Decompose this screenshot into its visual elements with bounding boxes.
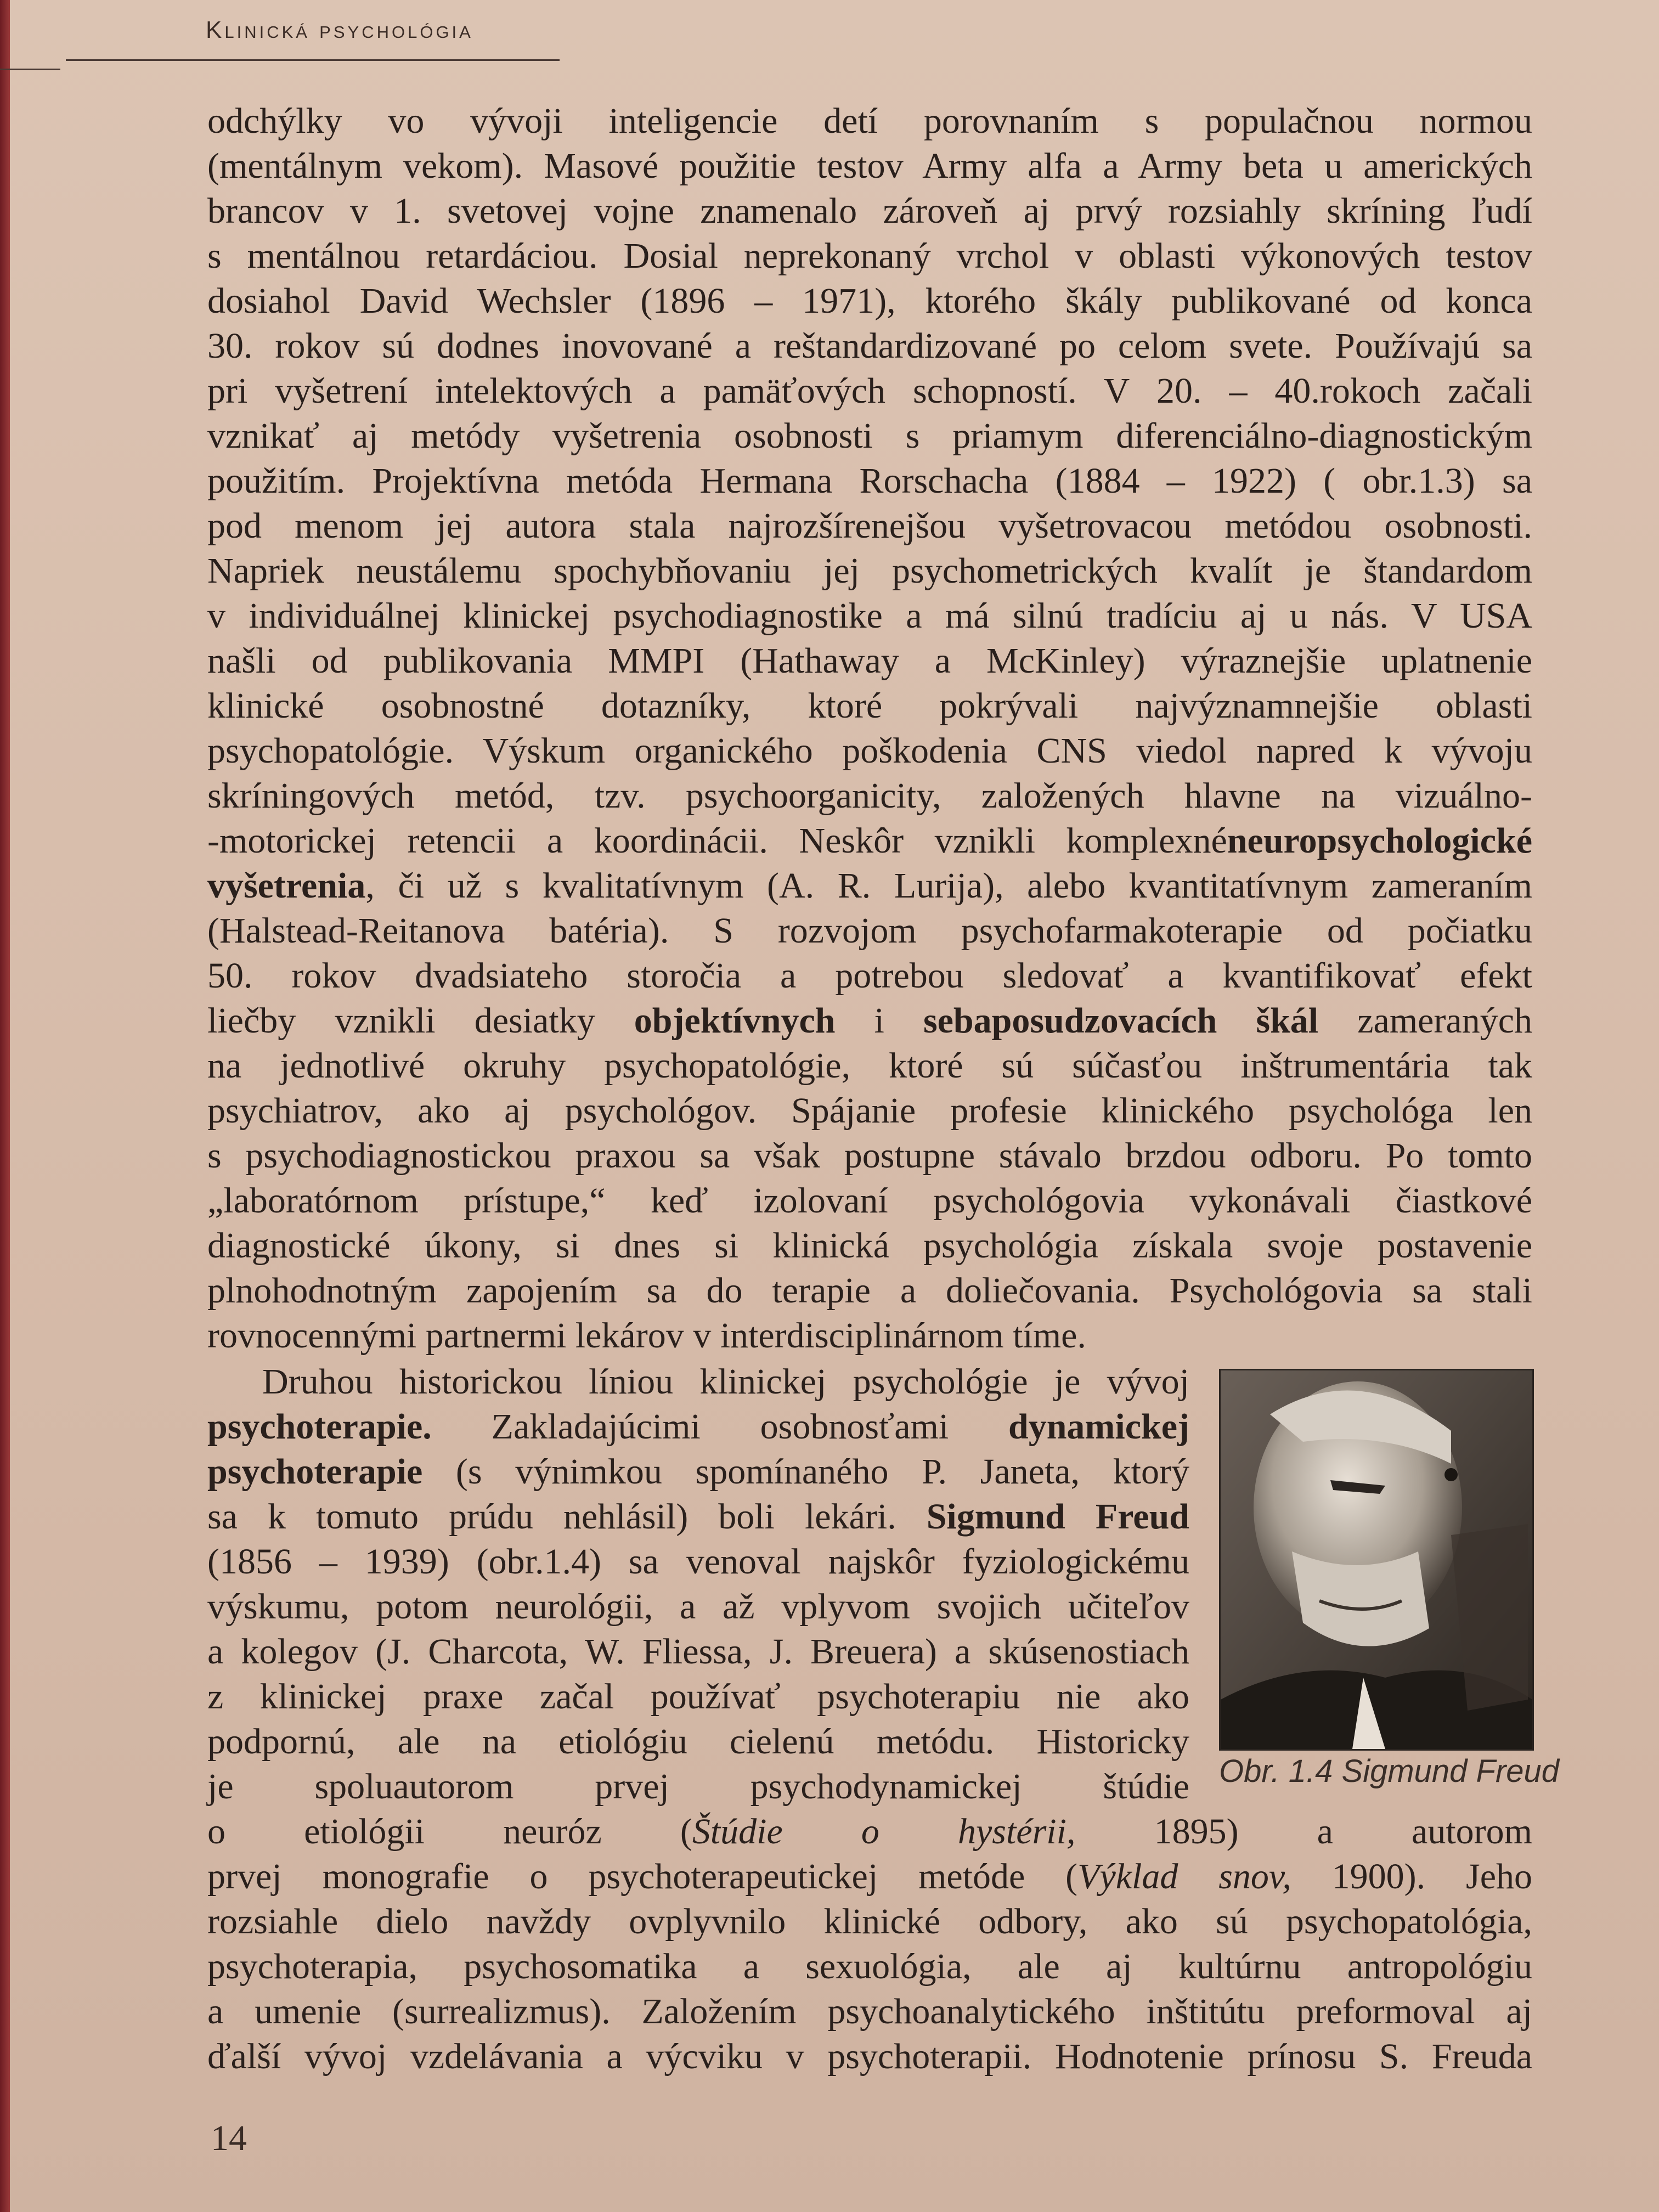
text-run: liečby vznikli desiatky (207, 1001, 634, 1041)
text-line (207, 998, 1532, 1043)
text-line (207, 1809, 1532, 1854)
bold-term: objektívnych (634, 1001, 836, 1041)
paragraph-2-continued (207, 1809, 1532, 2079)
text-line: je spoluautorom prvej psychodynamickej štúdie (207, 1767, 1189, 1807)
text-run: Zakladajúcimi osobnosťami (431, 1407, 1008, 1447)
bold-term: Sigmund Freud (926, 1497, 1189, 1537)
text-line: a umenie (surrealizmus). Založením psychoanalytického inštitútu preformoval aj (207, 1991, 1532, 2032)
text-line: psychopatológie. Výskum organického poškodenia CNS viedol napred k vývoju (207, 731, 1532, 771)
text-line: pod menom jej autora stala najrozšírenejšou vyšetrovacou metódou osobnosti. (207, 506, 1532, 546)
figure-caption: Obr. 1.4 Sigmund Freud (1219, 1753, 1560, 1789)
bold-term: dynamickej (1008, 1407, 1189, 1447)
text-line: našli od publikovania MMPI (Hathaway a McKinley) výraznejšie uplatnenie (207, 641, 1532, 681)
bold-term: psychoterapie. (207, 1407, 432, 1447)
bold-term: psychoterapie (207, 1452, 423, 1492)
text-line: výskumu, potom neurológii, a až vplyvom svojich učiteľov (207, 1587, 1189, 1627)
text-run: zameraných (1318, 1001, 1533, 1041)
text-line: s mentálnou retardáciou. Dosial neprekonaný vrchol v oblasti výkonových testov (207, 236, 1532, 276)
text-run: i (835, 1001, 923, 1041)
text-line: (mentálnym vekom). Masové použitie testov Army alfa a Army beta u amerických (207, 146, 1532, 186)
paragraph-2 (207, 1359, 1189, 1809)
running-head: Klinická psychológia (206, 16, 473, 43)
text-line: (1856 – 1939) (obr.1.4) sa venoval najskôr fyziologickému (207, 1542, 1189, 1582)
text-line: pri vyšetrení intelektových a pamäťových schopností. V 20. – 40.rokoch začali (207, 371, 1532, 411)
text-line (207, 819, 1532, 864)
text-line: psychoterapia, psychosomatika a sexuológia, ale aj kultúrnu antropológiu (207, 1946, 1532, 1987)
text-line: ďalší vývoj vzdelávania a výcviku v psychoterapii. Hodnotenie prínosu S. Freuda (207, 2036, 1532, 2076)
text-line: „laboratórnom prístupe,“ keď izolovaní psychológovia vykonávali čiastkové (207, 1181, 1532, 1221)
text-run: sa k tomuto prúdu nehlásil) boli lekári. (207, 1497, 927, 1537)
text-run: o etiológii neuróz ( (207, 1812, 692, 1852)
text-line: podpornú, ale na etiológiu cielenú metódu. Historicky (207, 1722, 1189, 1762)
text-run: , či už s kvalitatívnym (A. R. Lurija), alebo kvantitatívnym zameraním (365, 866, 1532, 906)
text-line (207, 1404, 1189, 1449)
text-line (207, 1854, 1532, 1899)
text-line: brancov v 1. svetovej vojne znamenalo zároveň aj prvý rozsiahly skríning ľudí (207, 191, 1532, 231)
text-line: plnohodnotným zapojením sa do terapie a doliečovania. Psychológovia sa stali (207, 1271, 1532, 1311)
text-line: psychiatrov, ako aj psychológov. Spájanie profesie klinického psychológa len (207, 1091, 1532, 1131)
text-line: Druhou historickou líniou klinickej psychológie je vývoj (262, 1362, 1189, 1402)
text-line: 30. rokov sú dodnes inovované a reštandardizované po celom svete. Používajú sa (207, 326, 1532, 366)
text-run: prvej monografie o psychoterapeutickej metóde ( (207, 1857, 1078, 1897)
bold-term: sebaposudzovacích škál (923, 1001, 1319, 1041)
bold-term: neuropsychologické (1227, 821, 1532, 861)
bold-term: vyšetrenia (207, 866, 366, 906)
text-run: 1900). Jeho (1291, 1857, 1532, 1897)
text-line: a kolegov (J. Charcota, W. Fliessa, J. Breuera) a skúsenostiach (207, 1632, 1189, 1672)
text-line: skríningových metód, tzv. psychoorganicity, založených hlavne na vizuálno- (207, 776, 1532, 816)
text-line: rozsiahle dielo navždy ovplyvnilo klinické odbory, ako sú psychopatológia, (207, 1901, 1532, 1942)
text-line (207, 864, 1532, 909)
header-rule-margin (0, 69, 60, 70)
page-number: 14 (211, 2118, 247, 2158)
text-line: Napriek neustálemu spochybňovaniu jej psychometrických kvalít je štandardom (207, 551, 1532, 591)
paragraph-1 (207, 99, 1532, 1358)
book-binding (0, 0, 10, 2212)
portrait-photo-icon (1221, 1370, 1532, 1749)
text-line: s psychodiagnostickou praxou sa však postupne stávalo brzdou odboru. Po tomto (207, 1136, 1532, 1176)
text-line: použitím. Projektívna metóda Hermana Rorschacha (1884 – 1922) ( obr.1.3) sa (207, 461, 1532, 501)
text-run: -motorickej retencii a koordinácii. Neskôr vznikli komplexné (207, 821, 1227, 861)
text-line: 50. rokov dvadsiateho storočia a potrebou sledovať a kvantifikovať efekt (207, 956, 1532, 996)
text-line: rovnocennými partnermi lekárov v interdisciplinárnom tíme. (207, 1316, 1086, 1356)
text-run: (s výnimkou spomínaného P. Janeta, ktorý (422, 1452, 1189, 1492)
text-line: klinické osobnostné dotazníky, ktoré pokrývali najvýznamnejšie oblasti (207, 686, 1532, 726)
text-line: dosiahol David Wechsler (1896 – 1971), ktorého škály publikované od konca (207, 281, 1532, 321)
text-line: odchýlky vo vývoji inteligencie detí porovnaním s populačnou normou (207, 101, 1532, 141)
italic-title: Štúdie o hystérii, (692, 1812, 1076, 1852)
text-line: z klinickej praxe začal používať psychoterapiu nie ako (207, 1677, 1189, 1717)
text-line (207, 1494, 1189, 1539)
text-line: na jednotlivé okruhy psychopatológie, ktoré sú súčasťou inštrumentária tak (207, 1046, 1532, 1086)
text-line: v individuálnej klinickej psychodiagnostike a má silnú tradíciu aj u nás. V USA (207, 596, 1532, 636)
text-line: vznikať aj metódy vyšetrenia osobnosti s priamym diferenciálno-diagnostickým (207, 416, 1532, 456)
text-line: diagnostické úkony, si dnes si klinická psychológia získala svoje postavenie (207, 1226, 1532, 1266)
portrait-photo-icon (1219, 1369, 1534, 1751)
text-line (207, 1449, 1189, 1494)
text-line: (Halstead-Reitanova batéria). S rozvojom psychofarmakoterapie od počiatku (207, 911, 1532, 951)
header-rule (66, 59, 560, 61)
italic-title: Výklad snov, (1077, 1857, 1291, 1897)
text-run: 1895) a autorom (1075, 1812, 1532, 1852)
